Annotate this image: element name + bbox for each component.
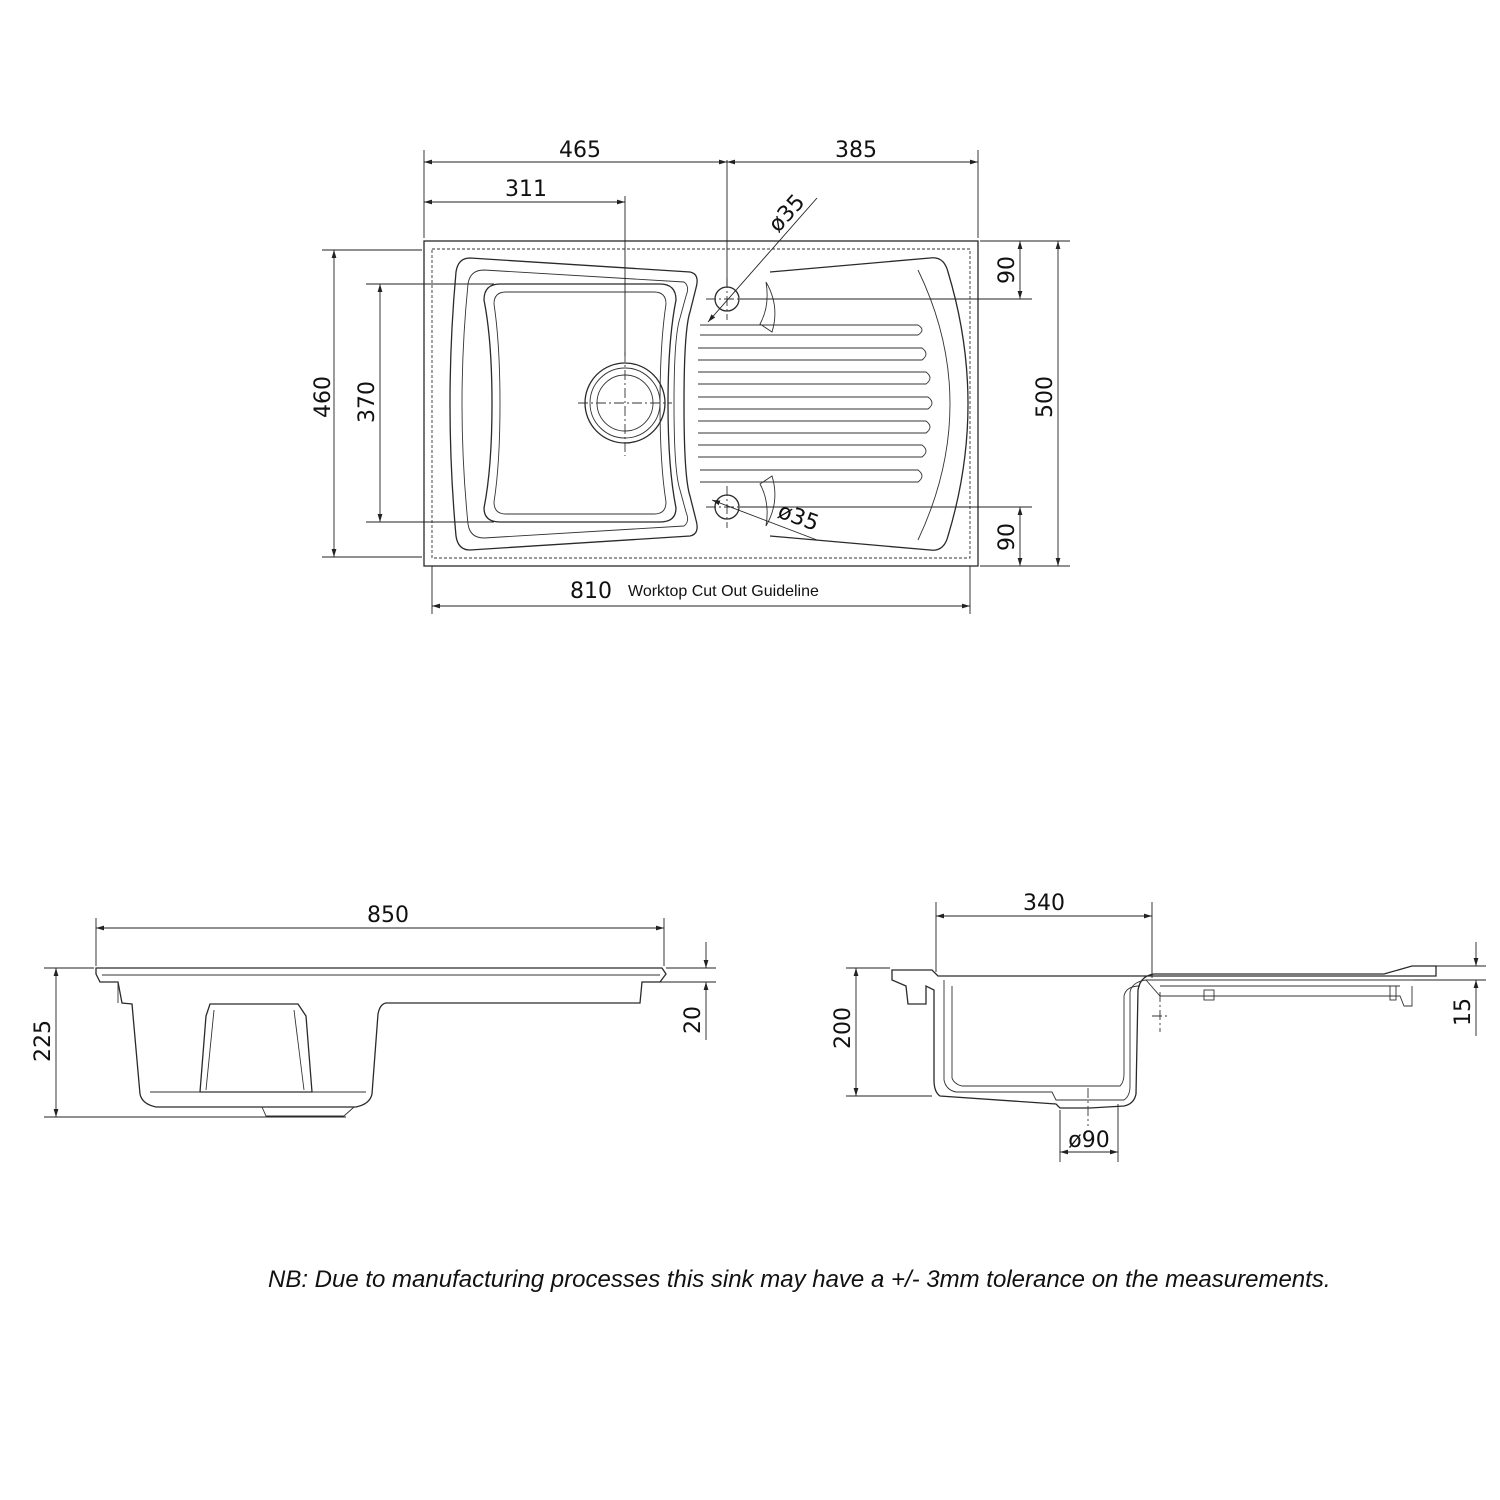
dim-90-top: 90 [995, 256, 1020, 284]
bowl-rim-inner [462, 270, 688, 538]
cutout-label: Worktop Cut Out Guideline [628, 583, 819, 600]
cutout-guideline [432, 249, 970, 558]
side-profile [96, 968, 666, 1107]
dim-340: 340 [1023, 891, 1065, 916]
dim-tap-hole-lower: ø35 [774, 499, 822, 537]
end-profile [892, 966, 1436, 1108]
top-view [311, 138, 1070, 614]
dim-460: 460 [311, 376, 336, 418]
dim-465: 465 [559, 138, 601, 163]
tolerance-note: NB: Due to manufacturing processes this sink may have a +/- 3mm tolerance on the measurements. [268, 1266, 1331, 1293]
dim-tap-hole-upper: ø35 [764, 189, 811, 238]
side-view [31, 903, 716, 1117]
drainer-grooves [698, 325, 932, 482]
dim-810: 810 [570, 579, 612, 604]
dim-15: 15 [1451, 998, 1476, 1026]
dim-90-bottom: 90 [995, 523, 1020, 551]
sink-outline [424, 241, 978, 566]
dim-385: 385 [835, 138, 877, 163]
dim-311: 311 [505, 177, 547, 202]
dim-20: 20 [681, 1006, 706, 1034]
dim-500: 500 [1033, 376, 1058, 418]
dim-225: 225 [31, 1020, 56, 1062]
dim-850: 850 [367, 903, 409, 928]
dim-370: 370 [355, 381, 380, 423]
end-view [831, 891, 1486, 1162]
dim-200: 200 [831, 1007, 856, 1049]
dim-waste-90: ø90 [1068, 1128, 1110, 1153]
